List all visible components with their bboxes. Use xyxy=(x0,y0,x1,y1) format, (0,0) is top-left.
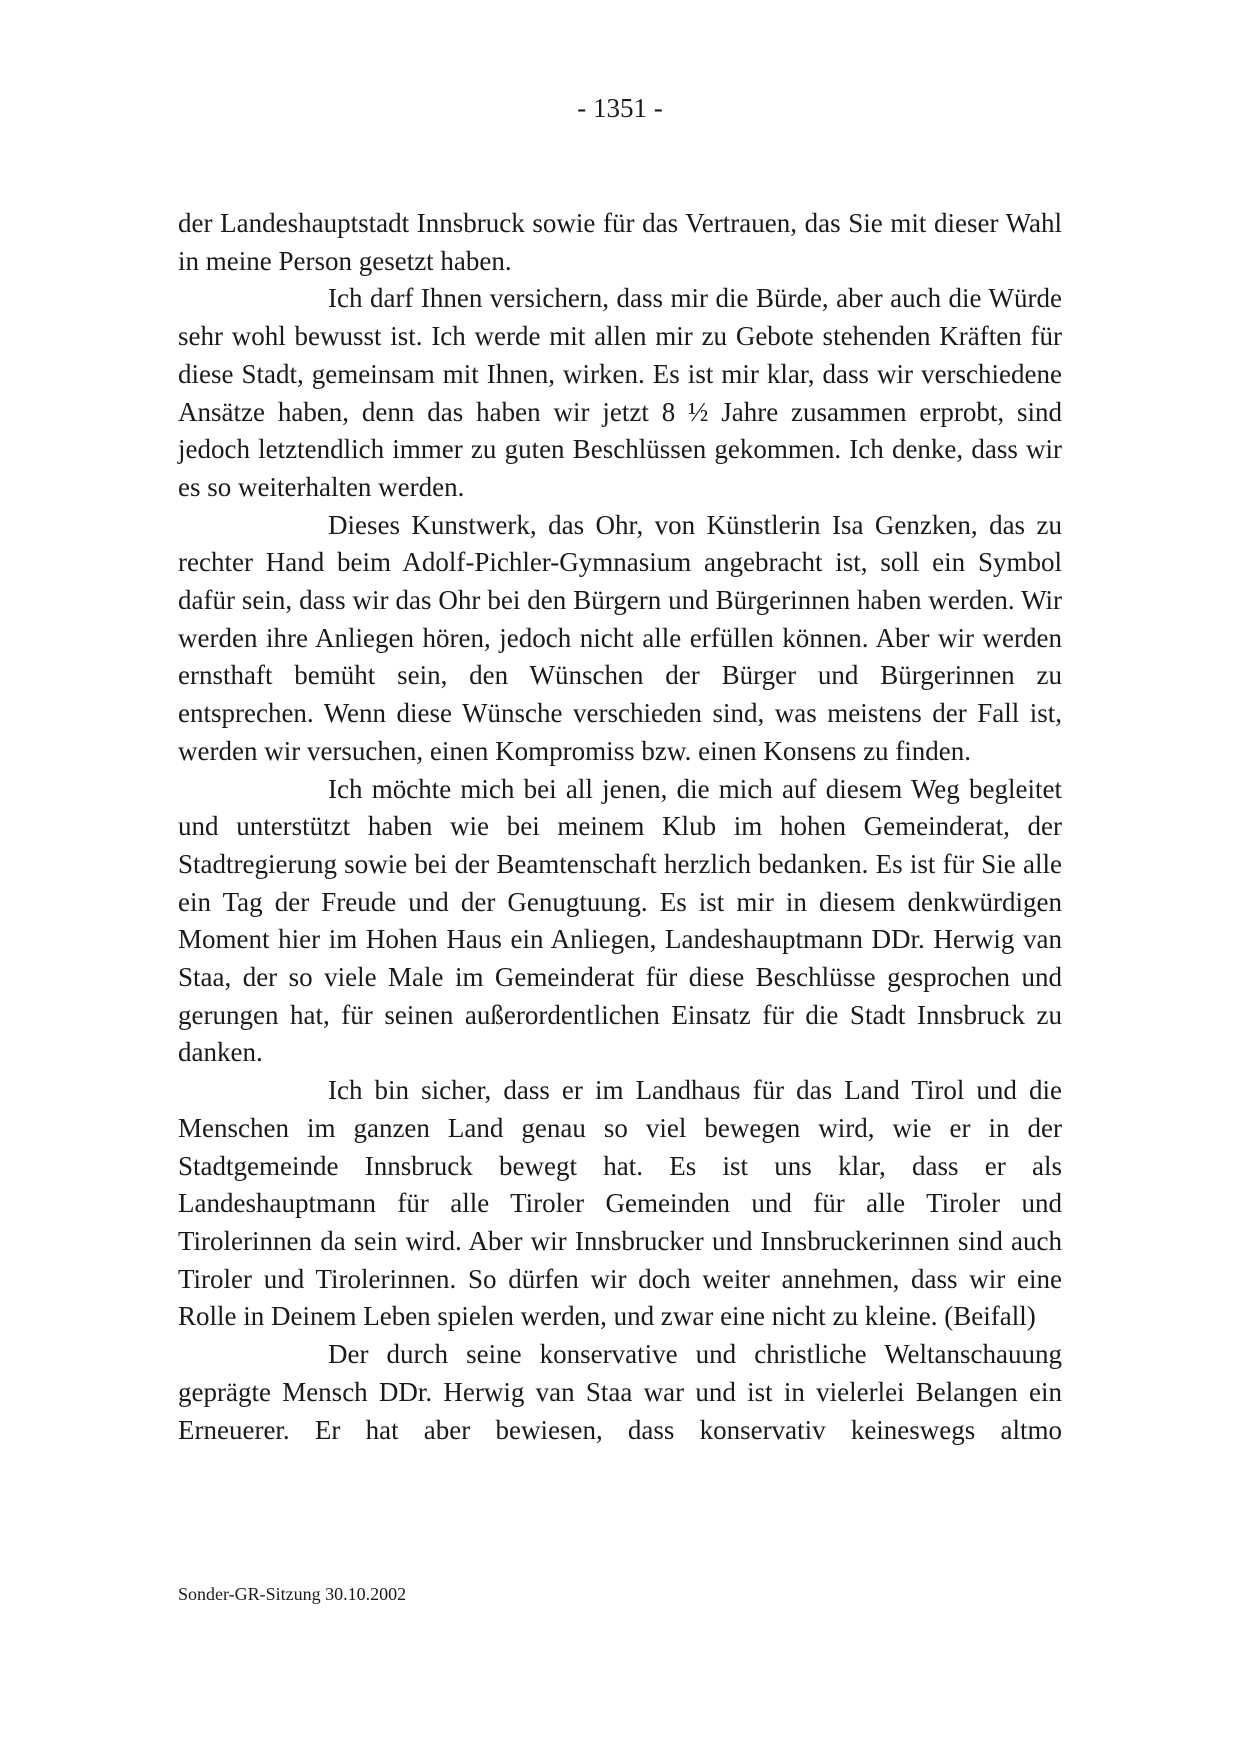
document-body xyxy=(178,205,1062,1449)
page-number: - 1351 - xyxy=(577,93,663,123)
paragraph-5: Ich bin sicher, dass er im Landhaus für das Land Tirol und die Menschen im ganzen Land genau so viel bewegen wird, wie er in der Stadtgemeinde Innsbruck bewegt hat. Es ist uns klar, dass er als Landeshauptmann für alle Tiroler Gemeinden und für alle Tiroler und Tirolerinnen da sein wird. Aber wir Innsbrucker und Innsbruckerinnen sind auch Tiroler und Tirolerinnen. So dürfen wir doch weiter annehmen, dass wir eine Rolle in Deinem Leben spielen werden, und zwar eine nicht zu kleine. (Beifall) xyxy=(178,1075,1062,1332)
page-footer: Sonder-GR-Sitzung 30.10.2002 xyxy=(178,1584,407,1604)
paragraph-2: Ich darf Ihnen versichern, dass mir die Bürde, aber auch die Würde sehr wohl bewusst ist. Ich werde mit allen mir zu Gebote stehenden Kräften für diese Stadt, gemeinsam mit Ihnen, wirken. Es ist mir klar, dass wir verschiedene Ansätze haben, denn das haben wir jetzt 8 ½ Jahre zusammen erprobt, sind jedoch letztendlich immer zu guten Beschlüssen gekommen. Ich denke, dass wir es so weiterhalten werden. xyxy=(178,283,1062,502)
paragraph-1: der Landeshauptstadt Innsbruck sowie für das Vertrauen, das Sie mit dieser Wahl in meine Person gesetzt haben. xyxy=(178,208,1062,276)
paragraph-6: Der durch seine konservative und christliche Weltanschauung geprägte Mensch DDr. Herwig van Staa war und ist in vielerlei Belangen ein Erneuerer. Er hat aber bewiesen, dass konservativ keineswegs altmo xyxy=(178,1339,1062,1445)
paragraph-4: Ich möchte mich bei all jenen, die mich auf diesem Weg begleitet und unterstützt haben wie bei meinem Klub im hohen Gemeinderat, der Stadtregierung sowie bei der Beamtenschaft herzlich bedanken. Es ist für Sie alle ein Tag der Freude und der Genugtuung. Es ist mir in diesem denkwürdigen Moment hier im Hohen Haus ein Anliegen, Landeshauptmann DDr. Herwig van Staa, der so viele Male im Gemeinderat für diese Beschlüsse gesprochen und gerungen hat, für seinen außerordentlichen Einsatz für die Stadt Innsbruck zu danken. xyxy=(178,773,1062,1068)
paragraph-3: Dieses Kunstwerk, das Ohr, von Künstlerin Isa Genzken, das zu rechter Hand beim Adolf-Pichler-Gymnasium angebracht ist, soll ein Symbol dafür sein, dass wir das Ohr bei den Bürgern und Bürgerinnen haben werden. Wir werden ihre Anliegen hören, jedoch nicht alle erfüllen können. Aber wir werden ernsthaft bemüht sein, den Wünschen der Bürger und Bürgerinnen zu entsprechen. Wenn diese Wünsche verschieden sind, was meistens der Fall ist, werden wir versuchen, einen Kompromiss bzw. einen Konsens zu finden. xyxy=(178,509,1062,766)
